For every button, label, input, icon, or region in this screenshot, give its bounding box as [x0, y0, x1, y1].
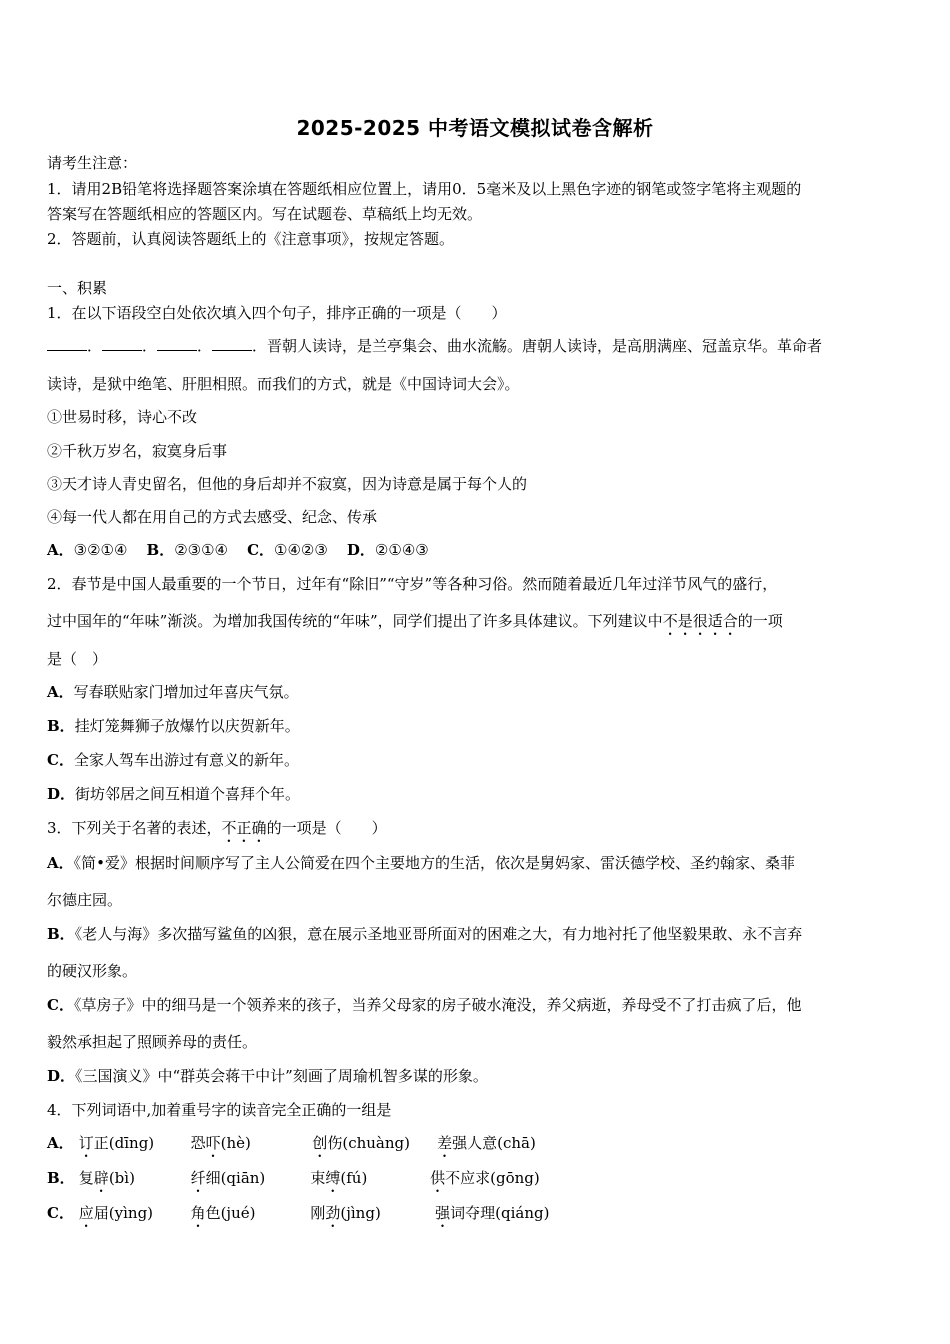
option-text: ②③①④: [174, 541, 228, 559]
page-title: 2025-2025 中考语文模拟试卷含解析: [296, 116, 654, 140]
word-part: (fú): [340, 1169, 368, 1187]
option-label: A．: [47, 854, 74, 872]
q2-option: [47, 783, 907, 804]
q4-word: [310, 1202, 430, 1231]
word-part: 色(jué): [205, 1204, 256, 1222]
q1-options: [47, 539, 907, 560]
option-label: D．: [47, 785, 76, 803]
q2-option: [47, 749, 907, 770]
word-part: 细(qiān): [205, 1169, 266, 1187]
q2-option: [47, 681, 907, 702]
word-part: 不应求(gōng): [445, 1169, 540, 1187]
q4-word: [79, 1132, 186, 1161]
q4-stem: 4．下列词语中,加着重号字的读音完全正确的一组是: [47, 1101, 392, 1119]
notice-heading: 请考生注意：: [47, 154, 138, 172]
q2-stem-line: 2．春节是中国人最重要的一个节日，过年有“除旧”“守岁”等各种习俗。然而随着最近几年过洋节风气的盛行，: [47, 575, 778, 593]
emphasis-char: 强: [435, 1204, 451, 1222]
option-text: 全家人驾车出游过有意义的新年。: [73, 751, 299, 769]
emphasis-char: 供: [430, 1169, 446, 1187]
option-label: C．: [47, 996, 74, 1014]
option-label: B．: [47, 925, 75, 943]
option-text: 挂灯笼舞狮子放爆竹以庆贺新年。: [74, 717, 300, 735]
word-part: 刚: [310, 1204, 326, 1222]
q4-word: [435, 1202, 549, 1231]
q1-item: ①世易时移，诗心不改: [47, 408, 198, 426]
q4-word: [430, 1167, 540, 1196]
word-part: 词夺理(qiáng): [450, 1204, 550, 1222]
q3-option: [47, 852, 907, 873]
emphasis-text: 不正确: [221, 819, 267, 837]
emphasis-char: 订: [78, 1134, 94, 1152]
q4-word: [191, 1202, 306, 1231]
option-label: A．: [47, 541, 74, 559]
option-text: 《老人与海》多次描写鲨鱼的凶狠，意在展示圣地亚哥所面对的困难之大，有力地衬托了他坚毅果敢、永不言弃: [74, 925, 803, 943]
fill-blank: [102, 338, 142, 351]
q2-stem-line: [47, 610, 907, 639]
word-part: (jìng): [340, 1204, 381, 1222]
section-heading: 一、积累: [47, 279, 108, 297]
option-text: 《草房子》中的细马是一个领养来的孩子，当养父母家的房子破水淹没，养父病逝，养母受不了打击疯了后，他: [73, 996, 802, 1014]
q2-text: 的一项: [737, 612, 783, 630]
option-label: A．: [47, 683, 74, 701]
fill-blank: [47, 338, 87, 351]
option-text: 《简•爱》根据时间顺序写了主人公简爱在四个主要地方的生活，依次是舅妈家、雷沃德学校、圣约翰家、桑菲: [73, 854, 795, 872]
q3-text: 的一项是（ ）: [266, 819, 387, 837]
emphasis-char: 应: [78, 1204, 94, 1222]
q4-word: [437, 1132, 536, 1161]
option-label: A．: [47, 1134, 74, 1152]
emphasis-char: 角: [190, 1204, 206, 1222]
word-part: (hè): [220, 1134, 251, 1152]
q4-word: [79, 1202, 186, 1231]
q3-stem: [47, 817, 907, 846]
word-part: (bì): [108, 1169, 135, 1187]
q1-stem: 1．在以下语段空白处依次填入四个句子，排序正确的一项是（ ）: [47, 304, 507, 322]
emphasis-char: 创: [312, 1134, 328, 1152]
q3-option: [47, 923, 907, 944]
separator: ．: [197, 337, 213, 355]
q4-word: [79, 1167, 186, 1196]
option-text: 写春联贴家门增加过年喜庆气氛。: [73, 683, 299, 701]
q4-word: [191, 1167, 306, 1196]
option-text: 《三国演义》中“群英会蒋干中计”刻画了周瑜机智多谋的形象。: [75, 1067, 488, 1085]
word-part: 复: [78, 1169, 94, 1187]
emphasis-char: 纤: [190, 1169, 206, 1187]
emphasis-char: 差: [437, 1134, 453, 1152]
option-label: B．: [47, 1169, 75, 1187]
q1-item: ②千秋万岁名，寂寞身后事: [47, 442, 228, 460]
q4-word: [312, 1132, 432, 1161]
notice-item: 1．请用2B铅笔将选择题答案涂填在答题纸相应位置上，请用0．5毫米及以上黑色字迹的钢笔或签字笔将主观题的: [47, 180, 802, 198]
q3-option-cont: 的硬汉形象。: [47, 962, 138, 980]
q1-item: ③天才诗人青史留名，但他的身后却并不寂寞，因为诗意是属于每个人的: [47, 475, 528, 493]
option-label: B．: [146, 541, 175, 559]
emphasis-char: 辟: [93, 1169, 109, 1187]
q4-word: [310, 1167, 425, 1196]
q2-text: 过中国年的“年味”渐淡。为增加我国传统的“年味”，同学们提出了许多具体建议。下列建议中: [47, 612, 663, 630]
q3-text: 3．下列关于名著的表述，: [47, 819, 222, 837]
word-part: 正(dīng): [93, 1134, 155, 1152]
word-part: 伤(chuàng): [327, 1134, 410, 1152]
emphasis-text: 不是很适合: [662, 612, 738, 630]
q1-passage-line: 读诗，是狱中绝笔、肝胆相照。而我们的方式，就是《中国诗词大会》。: [47, 375, 520, 393]
emphasis-char: 缚: [325, 1169, 341, 1187]
q1-passage-text: ．晋朝人读诗，是兰亭集会、曲水流觞。唐朝人读诗，是高朋满座、冠盖京华。革命者: [252, 337, 823, 355]
option-label: C．: [247, 541, 275, 559]
notice-item: 答案写在答题纸相应的答题区内。写在试题卷、草稿纸上均无效。: [47, 205, 483, 223]
option-text: ①④②③: [274, 541, 328, 559]
emphasis-char: 吓: [205, 1134, 221, 1152]
option-label: B．: [47, 717, 75, 735]
option-label: D．: [47, 1067, 76, 1085]
fill-blank: [212, 338, 252, 351]
emphasis-char: 劲: [325, 1204, 341, 1222]
q4-word: [191, 1132, 308, 1161]
option-text: 街坊邻居之间互相道个喜拜个年。: [75, 785, 301, 803]
word-part: 束: [310, 1169, 326, 1187]
q4-row: [47, 1202, 907, 1231]
word-part: 届(yìng): [93, 1204, 154, 1222]
notice-item: 2．答题前，认真阅读答题纸上的《注意事项》，按规定答题。: [47, 230, 455, 248]
option-label: D．: [346, 541, 375, 559]
option-label: C．: [47, 1204, 74, 1222]
option-text: ②①④③: [374, 541, 429, 559]
q2-stem-line: 是（ ）: [47, 650, 108, 668]
q1-passage-line: [47, 335, 907, 356]
q3-option: [47, 994, 907, 1015]
separator: ．: [142, 337, 158, 355]
option-text: ③②①④: [73, 541, 128, 559]
word-part: 恐: [190, 1134, 206, 1152]
fill-blank: [157, 338, 197, 351]
q3-option-cont: 毅然承担起了照顾养母的责任。: [47, 1033, 258, 1051]
word-part: 强人意(chā): [452, 1134, 536, 1152]
q4-row: [47, 1132, 907, 1161]
q3-option-cont: 尔德庄园。: [47, 891, 123, 909]
q4-row: [47, 1167, 907, 1196]
separator: ．: [87, 337, 103, 355]
option-label: C．: [47, 751, 74, 769]
q1-item: ④每一代人都在用自己的方式去感受、纪念、传承: [47, 508, 378, 526]
q3-option: [47, 1065, 907, 1086]
q2-option: [47, 715, 907, 736]
